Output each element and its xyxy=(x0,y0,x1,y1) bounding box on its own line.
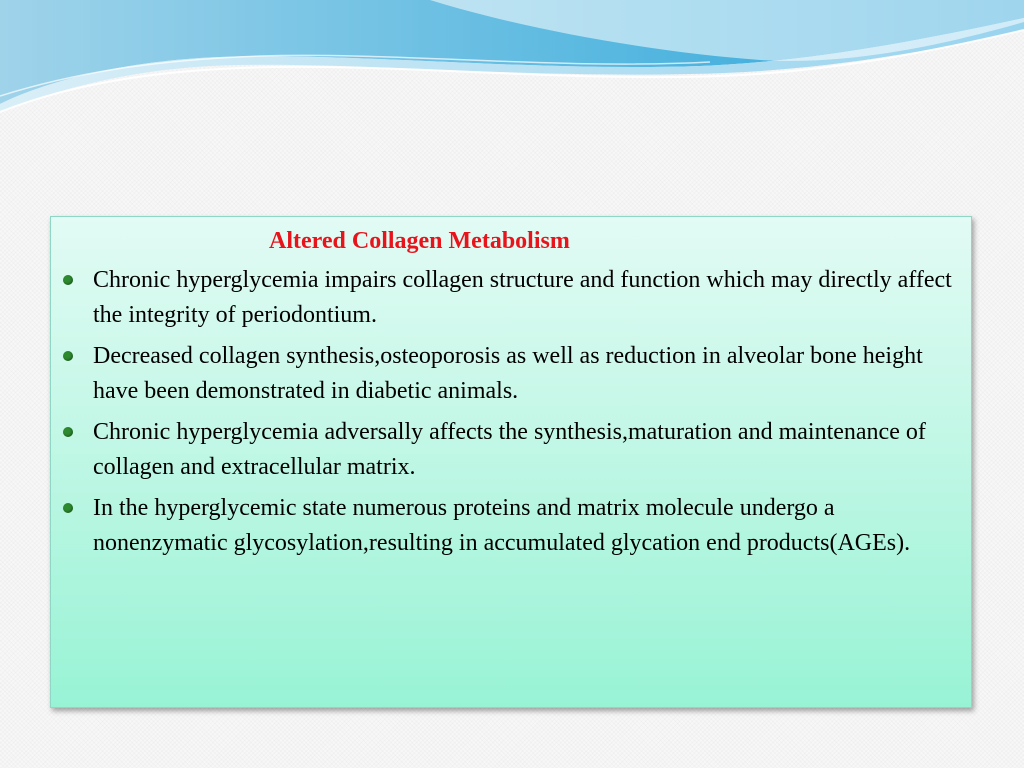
list-item xyxy=(51,263,973,332)
slide-title: Altered Collagen Metabolism xyxy=(269,228,570,254)
bullet-dot-icon xyxy=(63,351,73,361)
bullet-dot-icon xyxy=(63,503,73,513)
bullet-text: Chronic hyperglycemia impairs collagen structure and function which may directly affect the integrity of periodontium. xyxy=(93,267,952,328)
bullet-list xyxy=(51,263,973,567)
bullet-dot-icon xyxy=(63,427,73,437)
header-wave-decoration xyxy=(0,0,1024,120)
bullet-text: Chronic hyperglycemia adversally affects the synthesis,maturation and maintenance of collagen and extracellular matrix. xyxy=(93,419,926,480)
bullet-dot-icon xyxy=(63,275,73,285)
list-item xyxy=(51,339,973,408)
list-item xyxy=(51,491,973,560)
bullet-text: Decreased collagen synthesis,osteoporosis as well as reduction in alveolar bone height have been demonstrated in diabetic animals. xyxy=(93,343,923,404)
list-item xyxy=(51,415,973,484)
content-box xyxy=(50,216,972,708)
bullet-text: In the hyperglycemic state numerous proteins and matrix molecule undergo a nonenzymatic glycosylation,resulting in accumulated glycation end products(AGEs). xyxy=(93,495,911,556)
